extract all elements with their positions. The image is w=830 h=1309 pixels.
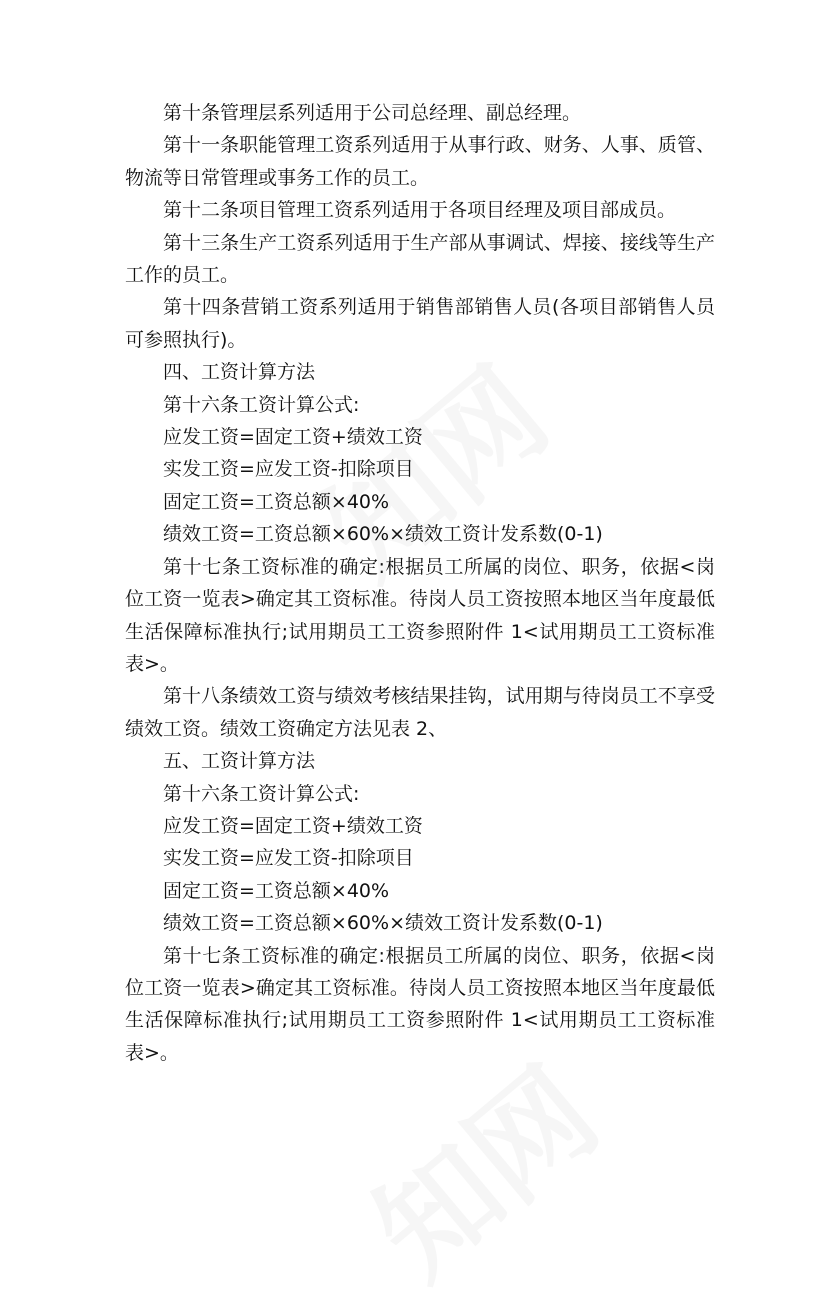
article-16: 第十六条工资计算公式:: [163, 393, 360, 416]
article-11: 第十一条职能管理工资系列适用于从事行政、财务、人事、质管、物流等日常管理或事务工作的员工。: [125, 134, 715, 189]
article-14: 第十四条营销工资系列适用于销售部销售人员(各项目部销售人员可参照执行)。: [125, 296, 715, 351]
formula-fixed-pay: 固定工资=工资总额×40%: [163, 490, 390, 513]
formula-gross-pay: 应发工资=固定工资+绩效工资: [163, 814, 423, 837]
article-12: 第十二条项目管理工资系列适用于各项目经理及项目部成员。: [163, 199, 677, 222]
formula-fixed-pay: 固定工资=工资总额×40%: [163, 879, 390, 902]
article-10: 第十条管理层系列适用于公司总经理、副总经理。: [163, 102, 582, 124]
formula-performance-pay: 绩效工资=工资总额×60%×绩效工资计发系数(0-1): [163, 523, 603, 546]
article-13: 第十三条生产工资系列适用于生产部从事调试、焊接、接线等生产工作的员工。: [125, 231, 715, 287]
formula-net-pay: 实发工资=应发工资-扣除项目: [163, 847, 414, 870]
formula-net-pay: 实发工资=应发工资-扣除项目: [163, 458, 414, 481]
formula-performance-pay: 绩效工资=工资总额×60%×绩效工资计发系数(0-1): [163, 912, 603, 935]
article-17: 第十七条工资标准的确定:根据员工所属的岗位、职务，依据<岗位工资一览表>确定其工资标准。待岗人员工资按照本地区当年度最低生活保障标准执行;试用期员工工资参照附件 1<试用期员工工资标准表>。: [125, 555, 715, 675]
document-body: [125, 97, 715, 1069]
section-heading-4: 四、工资计算方法: [163, 361, 316, 384]
article-17-repeat: 第十七条工资标准的确定:根据员工所属的岗位、职务，依据<岗位工资一览表>确定其工资标准。待岗人员工资按照本地区当年度最低生活保障标准执行;试用期员工工资参照附件 1<试用期员工工资标准表>。: [125, 944, 715, 1064]
formula-gross-pay: 应发工资=固定工资+绩效工资: [163, 426, 423, 449]
article-16-repeat: 第十六条工资计算公式:: [163, 782, 360, 805]
section-heading-5: 五、工资计算方法: [163, 750, 316, 773]
article-18: 第十八条绩效工资与绩效考核结果挂钩，试用期与待岗员工不享受绩效工资。绩效工资确定方法见表 2、: [125, 685, 715, 740]
